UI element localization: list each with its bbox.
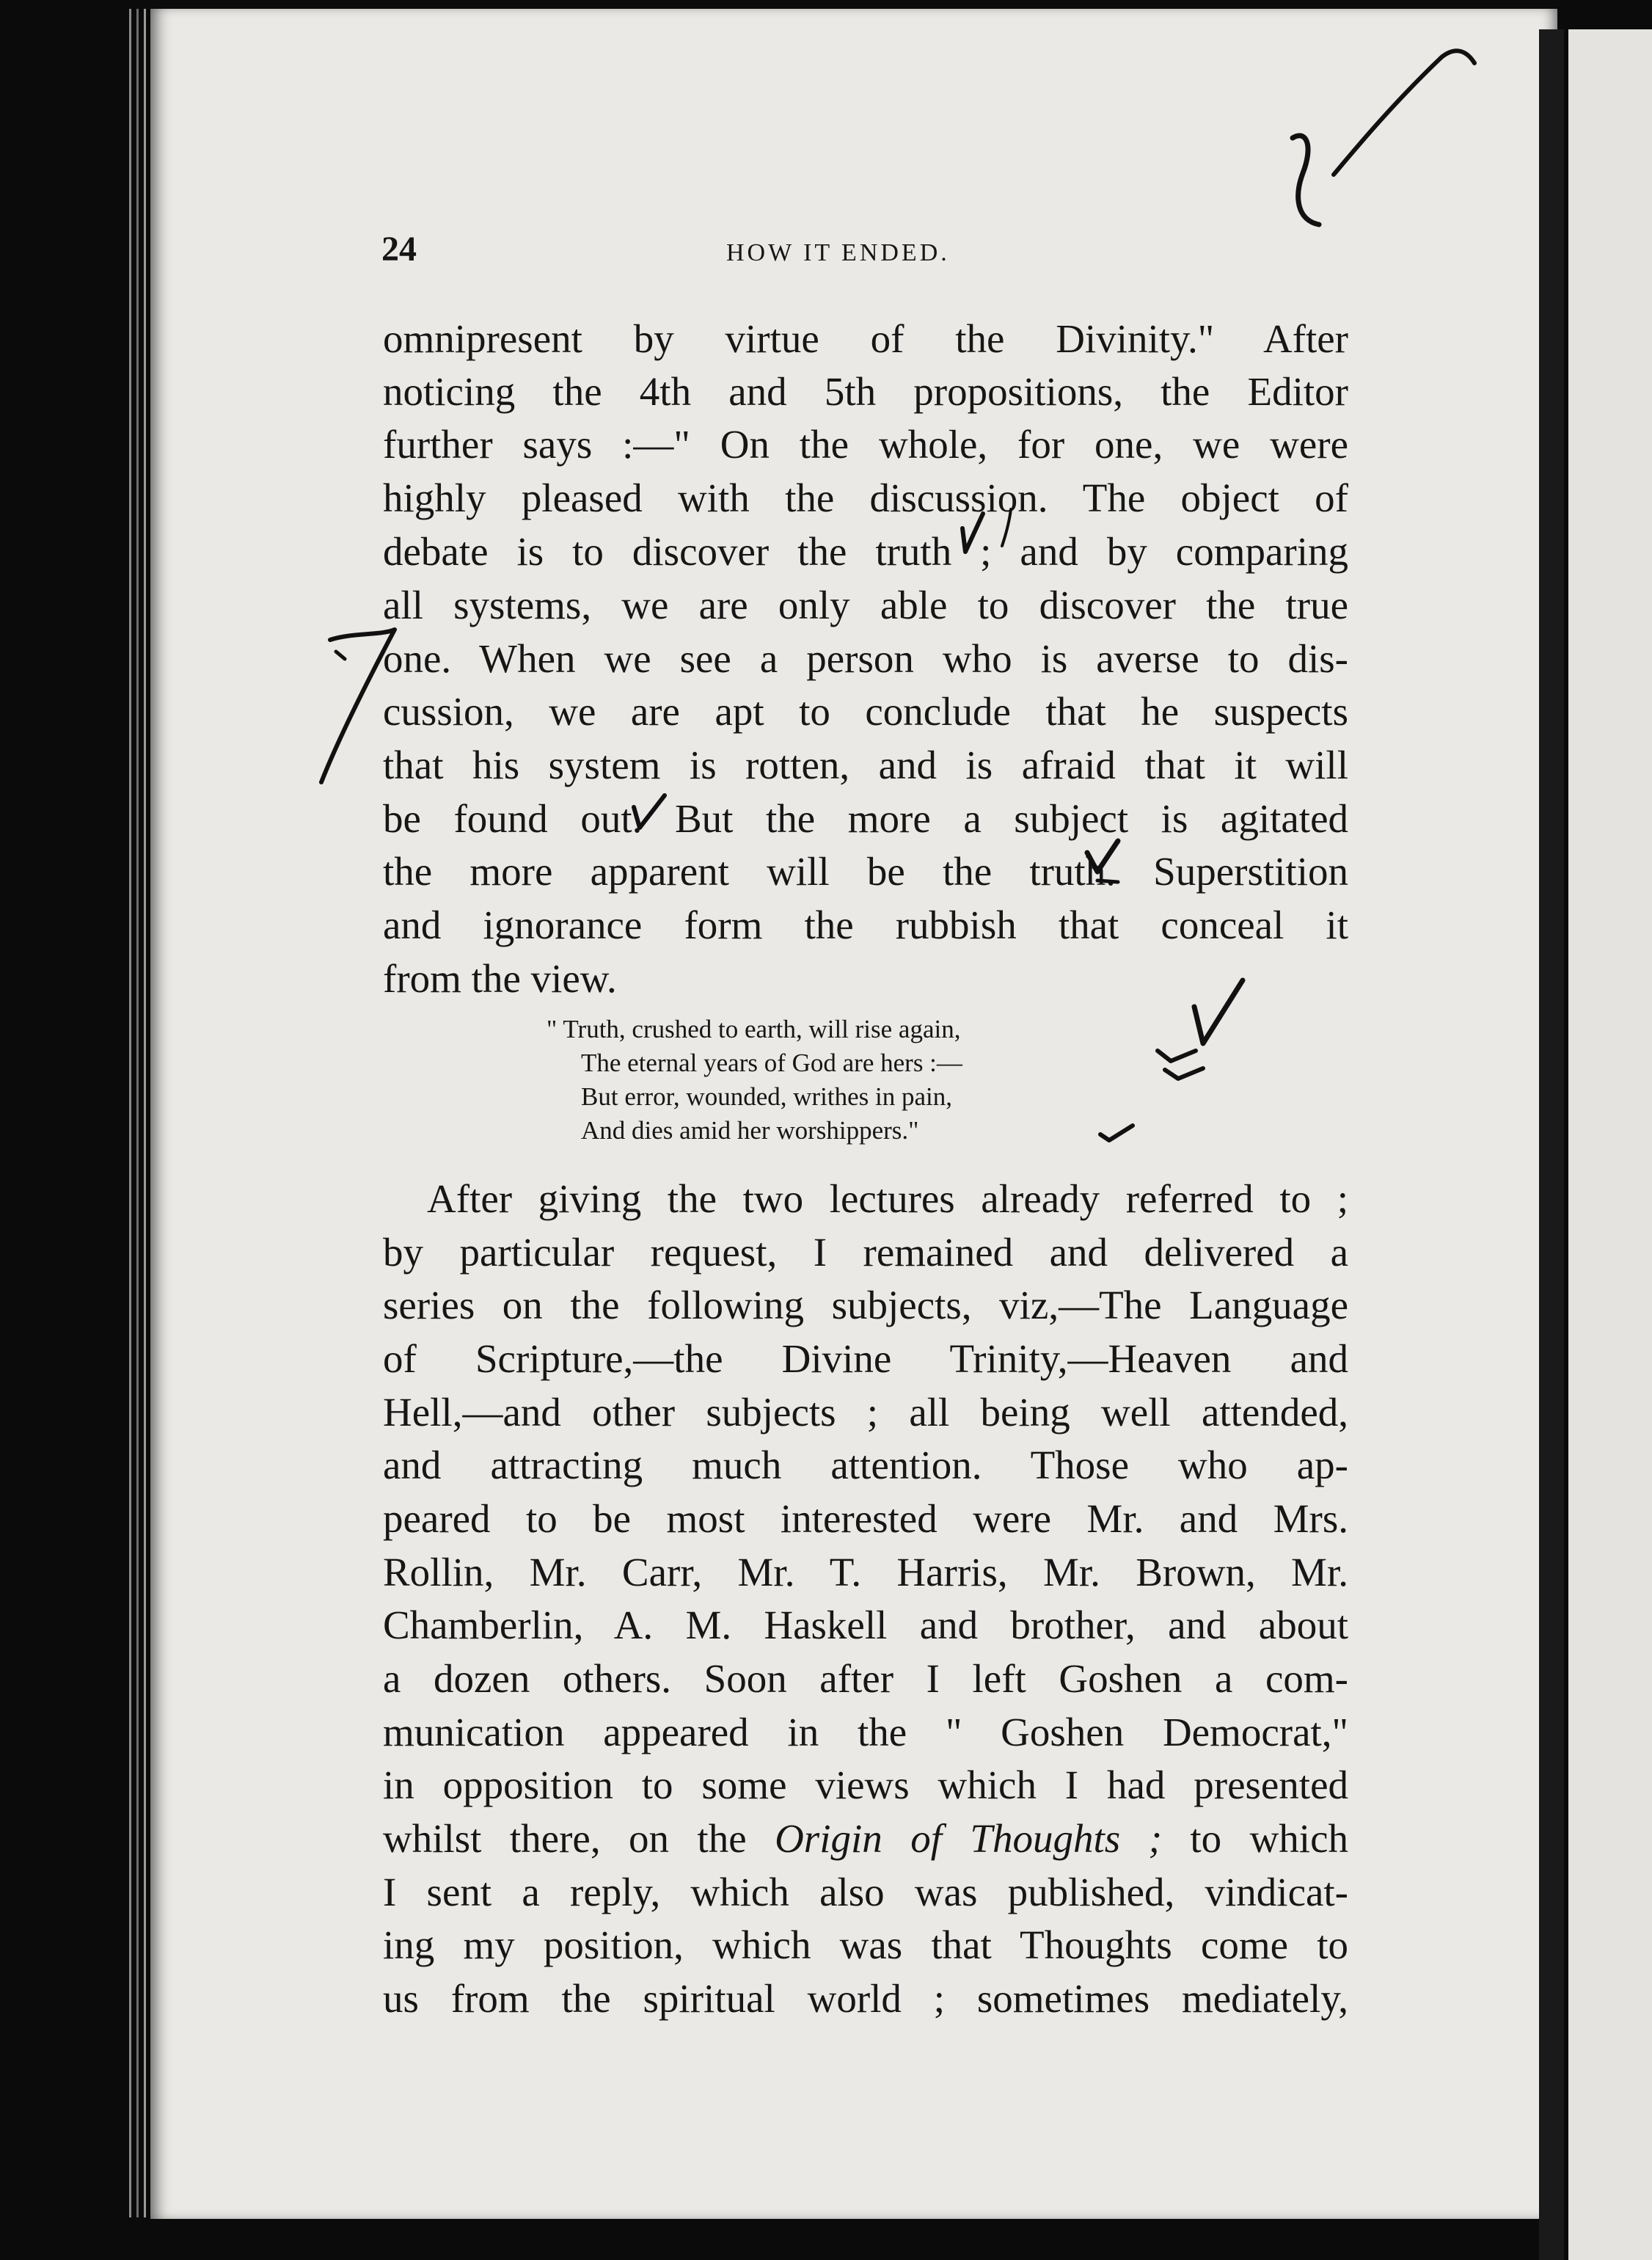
text-line: debate is to discover the truth ; and by comparing [383, 529, 1348, 574]
text-line: I sent a reply, which also was published, vindicat- [383, 1870, 1348, 1914]
poem-line: And dies amid her worshippers." [581, 1116, 919, 1145]
text-line: cussion, we are apt to conclude that he suspects [383, 689, 1348, 734]
page-edge-line [136, 9, 139, 2217]
text-line: us from the spiritual world ; sometimes mediately, [383, 1976, 1348, 2021]
text-line: Chamberlin, A. M. Haskell and brother, and about [383, 1603, 1348, 1647]
text-line: series on the following subjects, viz,—The Language [383, 1283, 1348, 1327]
poem-line: But error, wounded, writhes in pain, [581, 1082, 952, 1111]
text-line: a dozen others. Soon after I left Goshen a com- [383, 1656, 1348, 1701]
text-line: and ignorance form the rubbish that conceal it [383, 903, 1348, 947]
text-line: of Scripture,—the Divine Trinity,—Heaven and [383, 1336, 1348, 1381]
text-line: munication appeared in the " Goshen Democrat," [383, 1710, 1348, 1754]
text-line: ing my position, which was that Thoughts come to [383, 1922, 1348, 1967]
page-header [381, 229, 1379, 273]
book-gutter [1539, 29, 1564, 2260]
text-line: in opposition to some views which I had presented [383, 1763, 1348, 1807]
text-line: that his system is rotten, and is afraid that it will [383, 743, 1348, 787]
text-line: all systems, we are only able to discover the true [383, 583, 1348, 627]
text-line: one. When we see a person who is averse to dis- [383, 636, 1348, 681]
text-line: Rollin, Mr. Carr, Mr. T. Harris, Mr. Brown, Mr. [383, 1550, 1348, 1594]
text-line: highly pleased with the discussion. The object of [383, 475, 1348, 520]
text-line: noticing the 4th and 5th propositions, the Editor [383, 369, 1348, 414]
italic-title: Origin of Thoughts ; [775, 1816, 1162, 1861]
poem-line: The eternal years of God are hers :— [581, 1049, 962, 1077]
text-line: further says :—" On the whole, for one, we were [383, 422, 1348, 467]
text-line: by particular request, I remained and delivered a [383, 1230, 1348, 1275]
page-number: 24 [381, 230, 417, 269]
page-edge-line [144, 9, 146, 2217]
text-line [383, 1812, 1348, 1865]
text-line: peared to be most interested were Mr. and Mrs. [383, 1496, 1348, 1541]
text-line: After giving the two lectures already referred to ; [427, 1176, 1348, 1221]
text-line: from the view. [383, 956, 617, 1001]
running-title: HOW IT ENDED. [726, 239, 950, 266]
next-page-edge [1568, 29, 1652, 2260]
text-line: and attracting much attention. Those who ap- [383, 1443, 1348, 1487]
page-edge-line [129, 9, 131, 2217]
poem-line: " Truth, crushed to earth, will rise again, [547, 1015, 961, 1043]
text-span: to which [1161, 1816, 1348, 1861]
text-line: Hell,—and other subjects ; all being well attended, [383, 1390, 1348, 1435]
text-span: whilst there, on the [383, 1816, 775, 1861]
text-line: be found out. But the more a subject is agitated [383, 796, 1348, 841]
text-line: omnipresent by virtue of the Divinity." After [383, 316, 1348, 361]
text-line: the more apparent will be the truth. Superstition [383, 849, 1348, 894]
